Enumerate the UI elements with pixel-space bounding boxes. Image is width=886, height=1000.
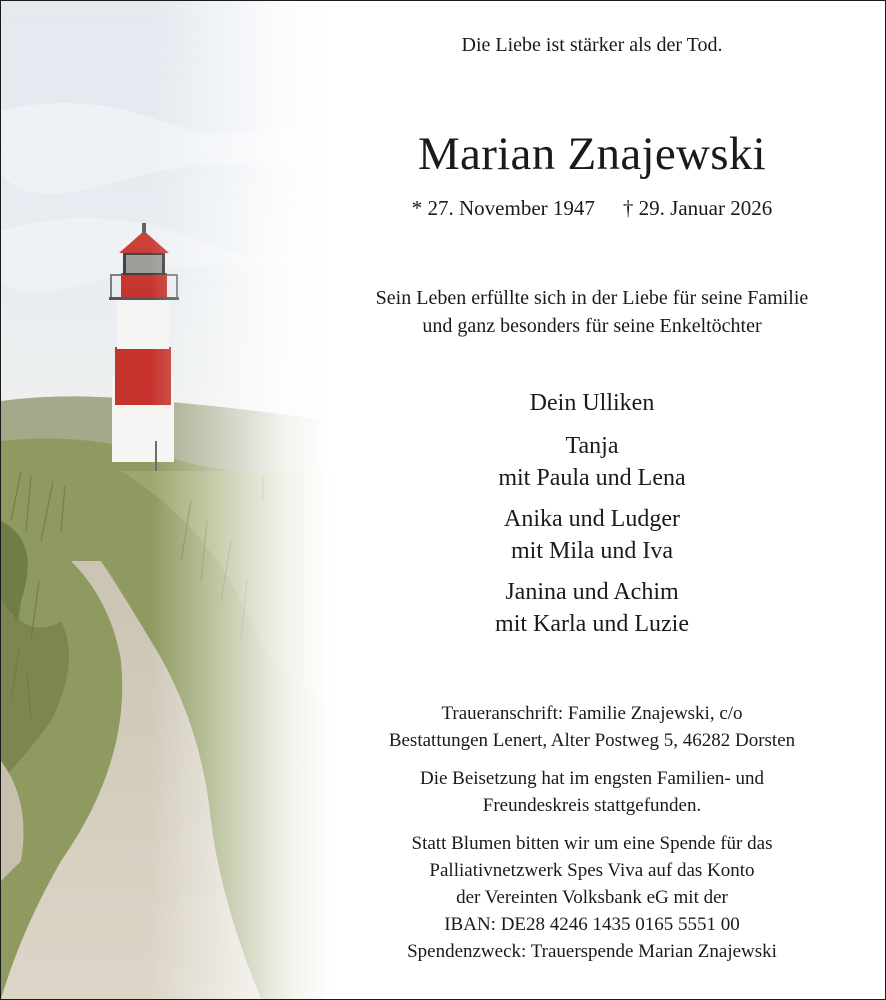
donation-line: der Vereinten Volksbank eG mit der [456, 887, 728, 908]
lighthouse-dune-photo [1, 1, 331, 999]
mourners [321, 387, 863, 649]
deceased-name: Marian Znajewski [417, 128, 767, 180]
tribute-line: Sein Leben erfüllte sich in der Liebe für seine Familie [375, 287, 809, 309]
family-group [321, 576, 863, 640]
address-line: Traueranschrift: Familie Znajewski, c/o [441, 703, 743, 724]
family-line: mit Paula und Lena [498, 465, 686, 491]
address-line: Bestattungen Lenert, Alter Postweg 5, 46282 Dorsten [388, 730, 796, 751]
tribute-text [321, 284, 863, 340]
family-group [321, 503, 863, 567]
burial-line: Freundeskreis stattgefunden. [482, 795, 702, 816]
life-dates [321, 196, 863, 221]
motto: Die Liebe ist stärker als der Tod. [461, 34, 723, 56]
donation-line: Palliativnetzwerk Spes Viva auf das Konto [429, 860, 755, 881]
notices [321, 700, 863, 976]
family-line: Janina und Achim [505, 579, 679, 605]
death-date: † 29. Januar 2026 [622, 196, 773, 220]
donation-line: Statt Blumen bitten wir um eine Spende für das [411, 833, 773, 854]
family-line: mit Mila und Iva [511, 538, 673, 564]
family-line: Tanja [565, 433, 619, 459]
family-line: mit Karla und Luzie [495, 611, 689, 637]
tribute-line: und ganz besonders für seine Enkeltöchter [422, 315, 762, 337]
burial-note [321, 765, 863, 819]
mourning-address [321, 700, 863, 754]
donation-purpose-line: Spendenzweck: Trauerspende Marian Znajewski [407, 941, 777, 962]
birth-date: * 27. November 1947 [411, 196, 595, 220]
family-group [321, 430, 863, 494]
family-line: Anika und Ludger [504, 506, 680, 532]
donation-request [321, 830, 863, 965]
burial-line: Die Beisetzung hat im engsten Familien- und [419, 768, 765, 789]
iban-line: IBAN: DE28 4246 1435 0165 5551 00 [444, 914, 740, 935]
signer: Dein Ulliken [529, 390, 655, 416]
